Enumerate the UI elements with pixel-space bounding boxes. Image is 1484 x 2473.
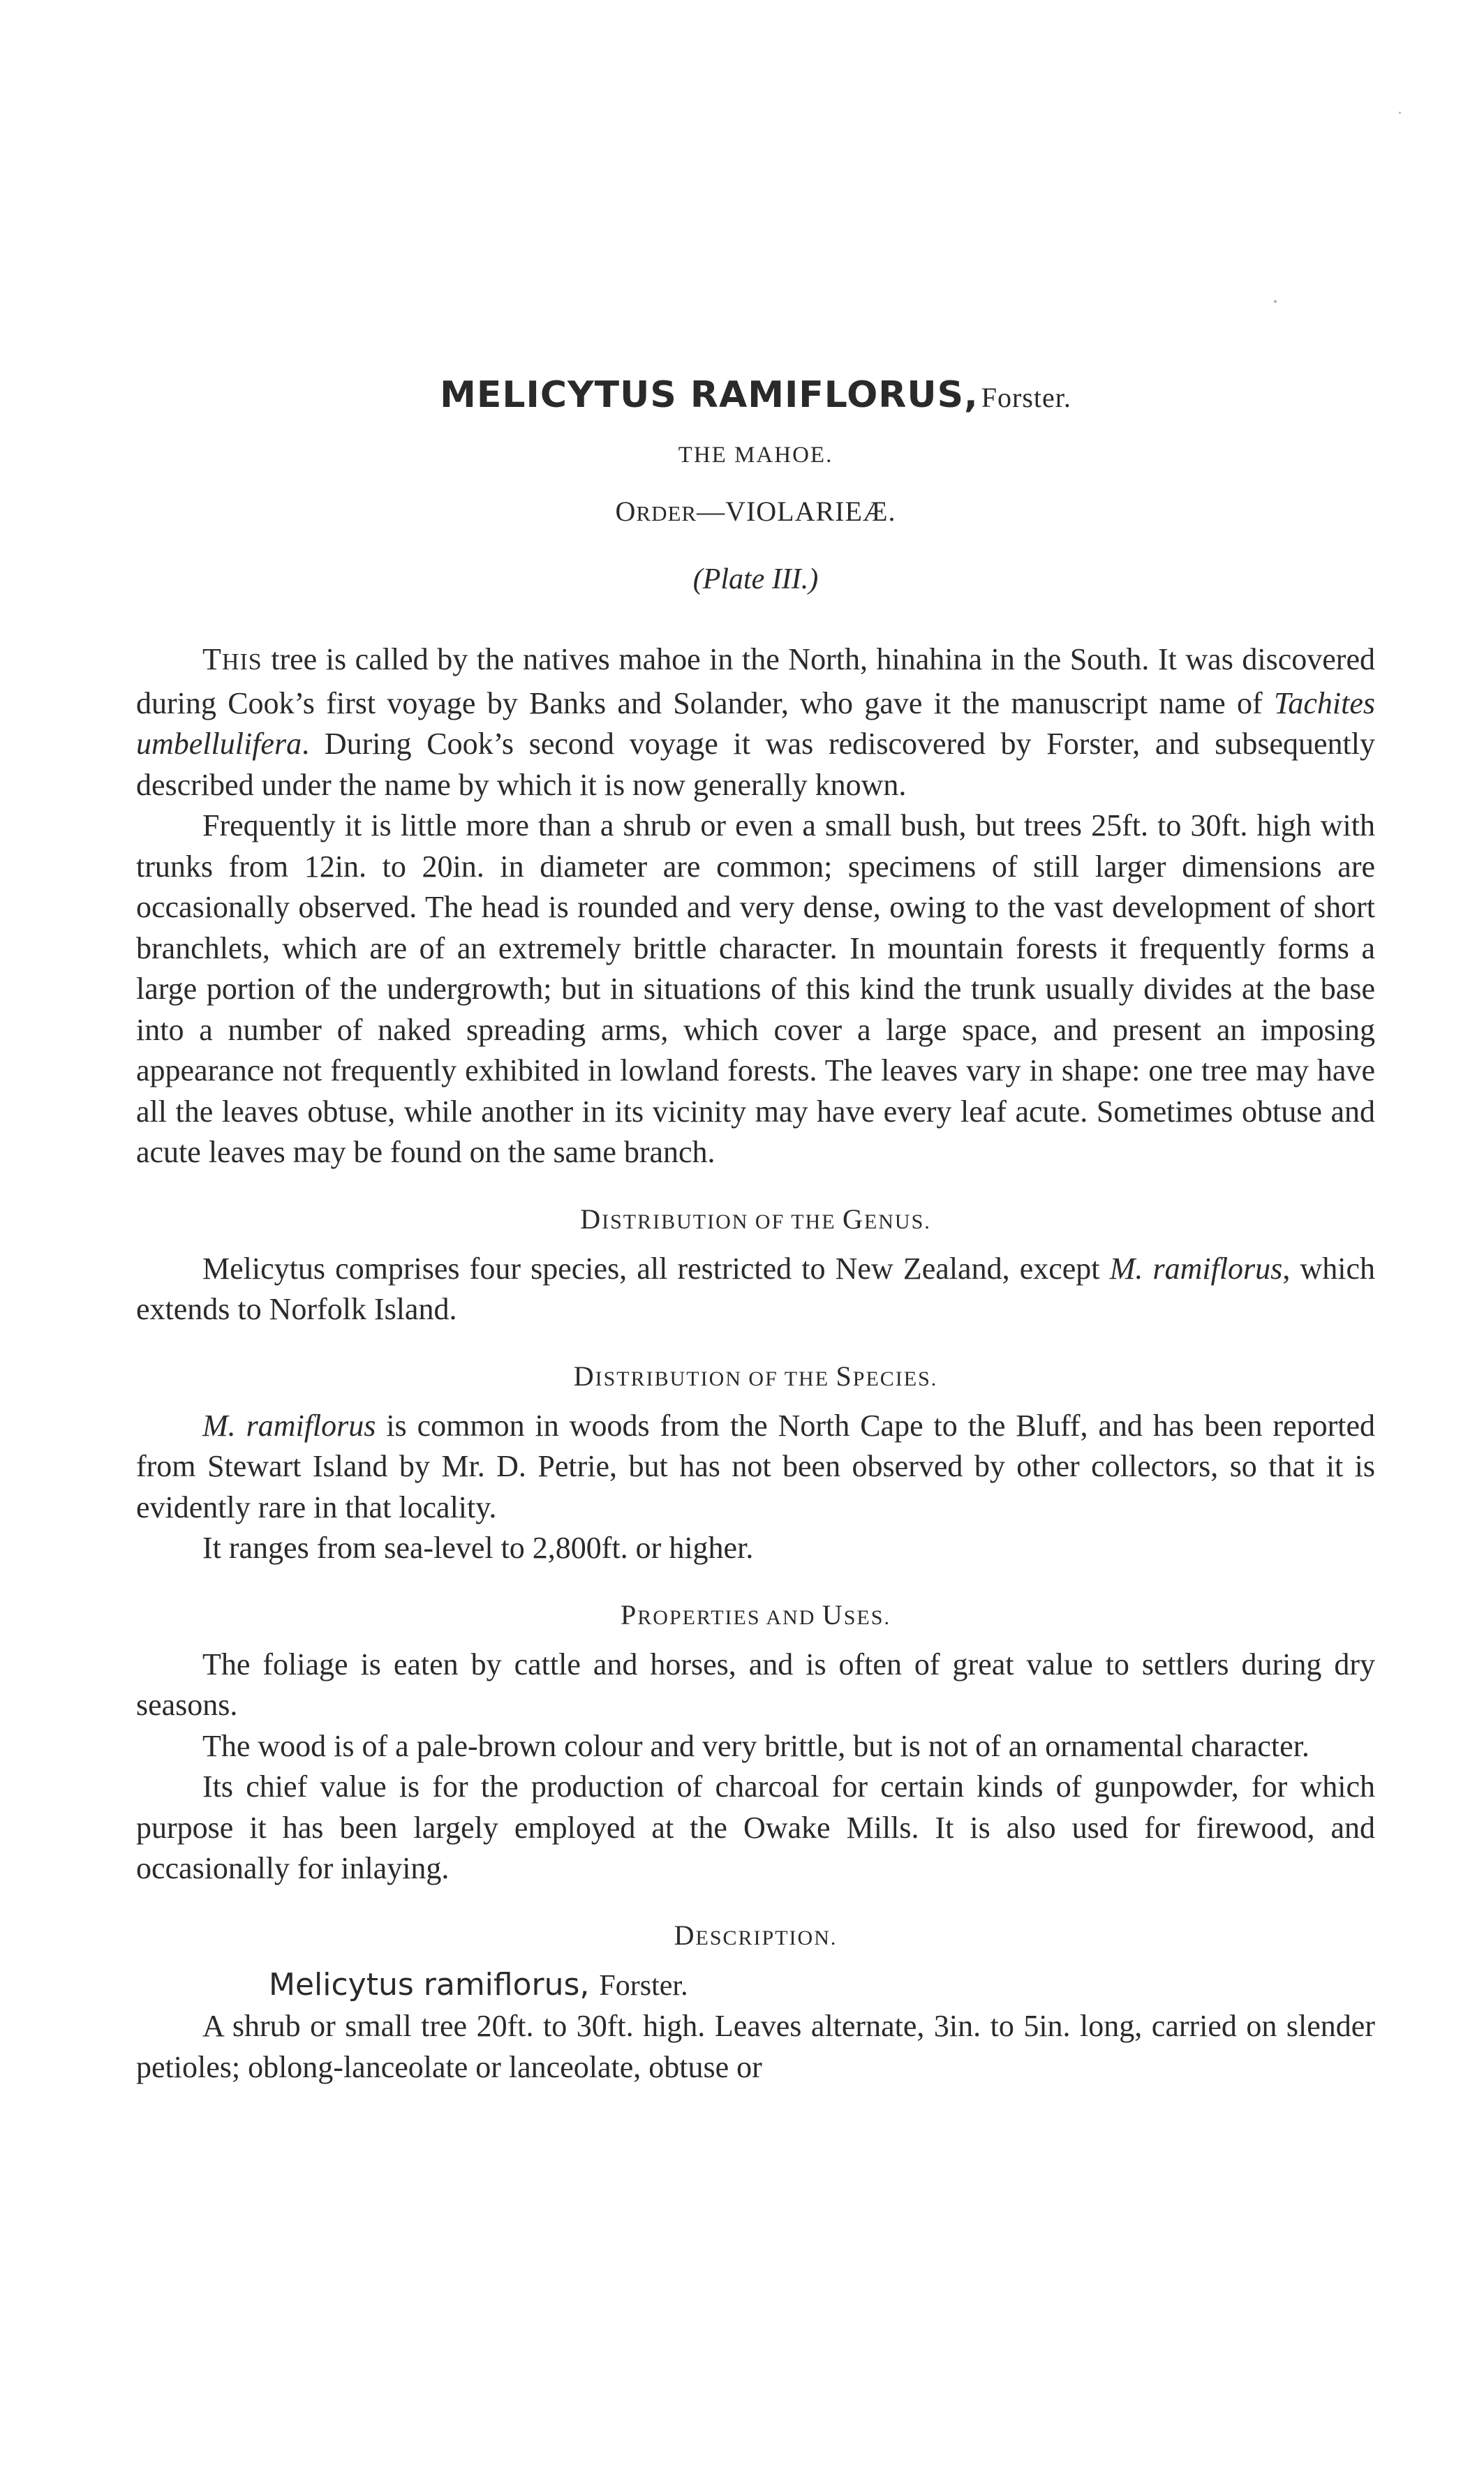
intro-lead-cap: T [202,642,222,676]
heading-uses [136,1597,1375,1636]
plate-reference: (Plate III.) [692,563,819,595]
heading-cap: U [822,1598,844,1631]
heading-rest: ISTRIBUTION [602,1210,749,1233]
description-species-name [269,1965,1375,2007]
species-title: MELICYTUS RAMIFLORUS, [440,374,979,416]
description-paragraph: Frequently it is little more than a shrub or even a small bush, but trees 25ft. to 30ft. high with trunks from 12in. to 20in. in diameter are common; specimens of still larger dimensions are occasionally observed. The head is rounded and very dense, owing to the vast development of short branchlets, which are of an extremely brittle character. In mountain forests it frequently forms a large portion of the undergrowth; but in situations of this kind the trunk usually divides at the base into a number of naked spreading arms, which cover a large space, and present an imposing appearance not frequently exhibited in lowland forests. The leaves vary in shape: one tree may have all the leaves obtuse, while another in its vicinity may have every leaf acute. Sometimes obtuse and acute leaves may be found on the same branch. [136,808,1375,1169]
common-name: THE MAHOE. [678,443,833,468]
species-text: is common in woods from the North Cape to the Bluff, and has been reported from Stewart Island by Mr. D. Petrie, but has not been observed by other collectors, so that it is evidently rare in that locality. [136,1408,1375,1524]
description-name-text: Melicytus ramiflorus, [269,1966,590,2003]
order-prefix-cap: O [615,496,637,527]
uses-paragraph-1: The foliage is eaten by cattle and horses, and is often of great value to settlers during dry seasons. [136,1647,1375,1722]
order-prefix [615,496,697,527]
botanical-description: A shrub or small tree 20ft. to 30ft. high. Leaves alternate, 3in. to 5in. long, carried on slender petioles; oblong-lanceolate or lanceolate, obtuse or [136,2009,1375,2084]
heading-cap: D [573,1360,595,1392]
heading-cap: D [580,1203,602,1235]
heading-rest: ENUS. [863,1210,931,1233]
species-paragraph [136,1406,1375,1529]
heading-rest: ROPERTIES [637,1605,761,1629]
description-author: Forster. [599,1969,688,2002]
heading-rest: SES. [843,1605,891,1629]
heading-genus [136,1201,1375,1240]
heading-cap: D [674,1919,696,1951]
intro-italic-name: Tachites umbellulifera [136,685,1375,761]
heading-species [136,1358,1375,1397]
intro-lead-rest: HIS [221,649,262,675]
scan-speck [1274,300,1277,303]
order-prefix-rest: RDER [636,501,697,526]
document-page [136,374,1375,2088]
heading-cap: S [836,1360,853,1392]
order-sep: — [697,496,726,527]
heading-of: OF THE [748,1210,843,1233]
order-line [136,495,1375,528]
heading-description [136,1917,1375,1956]
heading-and: AND [760,1605,822,1629]
order-name: VIOLARIEÆ. [725,496,896,527]
heading-cap: P [621,1598,638,1631]
intro-text-2: . During Cook’s second voyage it was rediscovered by Forster, and subsequently described under the name by which it is now generally known. [136,727,1375,802]
intro-text-1: tree is called by the natives mahoe in the North, hinahina in the South. It was discovered during Cook’s first voyage by Banks and Solander, who gave it the manuscript name of [136,642,1375,720]
intro-lead [202,642,262,676]
species-italic-name: M. ramiflorus [202,1408,376,1443]
heading-rest: PECIES. [852,1367,938,1390]
intro-paragraph [136,639,1375,805]
genus-text-1: Melicytus comprises four species, all restricted to New Zealand, except [202,1251,1110,1286]
range-paragraph: It ranges from sea-level to 2,800ft. or higher. [202,1531,754,1565]
scan-speck [1399,112,1401,114]
genus-text-2: , which extends to Norfolk Island. [136,1251,1375,1326]
page-title [136,374,1375,416]
heading-rest: ISTRIBUTION [595,1367,742,1390]
uses-paragraph-2: The wood is of a pale-brown colour and very brittle, but is not of an ornamental character. [202,1728,1309,1763]
heading-rest: ESCRIPTION. [695,1926,838,1950]
title-author: Forster. [981,382,1071,413]
genus-italic-name: M. ramiflorus [1109,1251,1283,1286]
heading-cap: G [843,1203,864,1235]
heading-of: OF THE [741,1367,836,1390]
uses-paragraph-3: Its chief value is for the production of charcoal for certain kinds of gunpowder, for which purpose it has been largely employed at the Owake Mills. It is also used for firewood, and occasionally for inlaying. [136,1769,1375,1885]
genus-paragraph [136,1249,1375,1330]
